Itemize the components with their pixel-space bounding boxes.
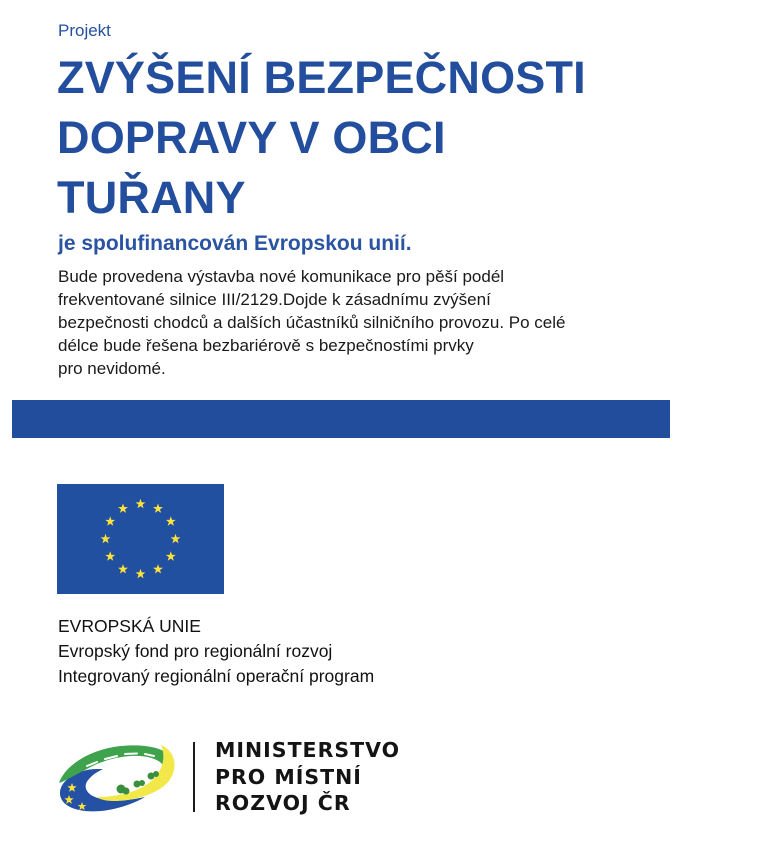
cofinancing-subtitle: je spolufinancován Evropskou unií. bbox=[58, 232, 412, 255]
eu-program-name: Integrovaný regionální operační program bbox=[58, 666, 375, 686]
description-line-4: délce bude řešena bezbariérově s bezpečnostími prvky bbox=[58, 336, 474, 355]
description-line-3: bezpečnosti chodců a dalších účastníků silničního provozu. Po celé bbox=[58, 313, 566, 332]
eu-name: EVROPSKÁ UNIE bbox=[58, 616, 201, 636]
blue-divider-band bbox=[12, 400, 670, 438]
eu-funding-text bbox=[58, 614, 374, 689]
description-line-2: frekventované silnice III/2129.Dojde k zásadnímu zvýšení bbox=[58, 290, 491, 309]
project-title-line-2: DOPRAVY V OBCI bbox=[57, 112, 446, 163]
project-title bbox=[57, 48, 586, 228]
ministry-line-1: MINISTERSTVO bbox=[215, 738, 401, 762]
project-kicker: Projekt bbox=[58, 21, 111, 40]
logo-divider bbox=[193, 742, 195, 812]
project-title-line-3: TUŘANY bbox=[57, 172, 246, 223]
project-description bbox=[58, 265, 565, 380]
ministry-name bbox=[215, 737, 400, 817]
description-line-5: pro nevidomé. bbox=[58, 359, 166, 378]
ministry-line-2: PRO MÍSTNÍ bbox=[215, 764, 362, 789]
eu-flag-icon bbox=[57, 484, 224, 594]
eu-fund-name: Evropský fond pro regionální rozvoj bbox=[58, 641, 333, 661]
mmr-logo-icon bbox=[57, 739, 181, 815]
project-title-line-1: ZVÝŠENÍ BEZPEČNOSTI bbox=[57, 52, 586, 103]
description-line-1: Bude provedena výstavba nové komunikace pro pěší podél bbox=[58, 267, 505, 286]
ministry-line-3: ROZVOJ ČR bbox=[215, 791, 351, 815]
